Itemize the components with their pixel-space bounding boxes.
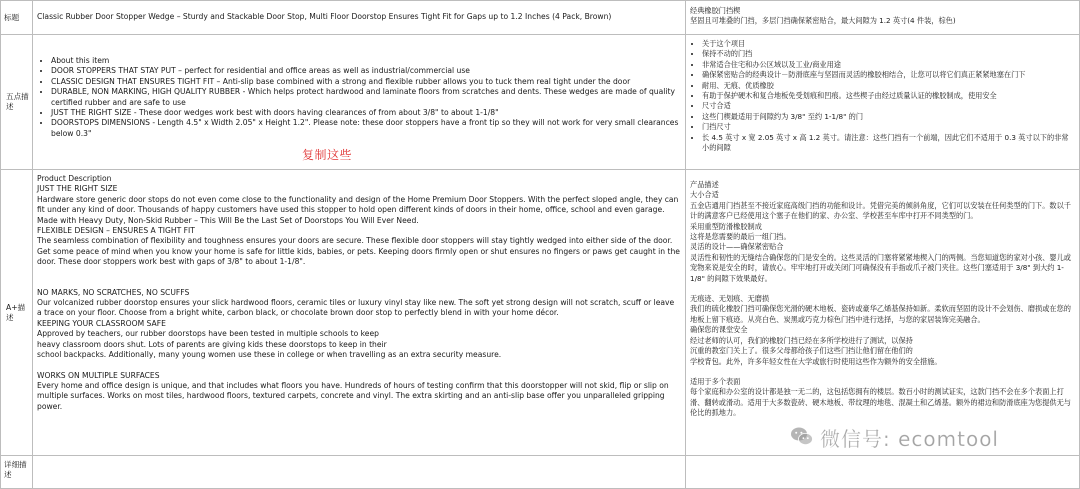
list-item: • About this item <box>51 56 681 66</box>
detail-cn-cell <box>686 456 1080 489</box>
aplus-en-cell <box>33 170 686 456</box>
aplus-en-line: school backpacks. Additionally, many young women use these in college or when travelling as an extra security measure. <box>37 350 502 360</box>
list-item: • 保持不动的门挡 <box>702 49 1075 59</box>
list-item: • 长 4.5 英寸 x 宽 2.05 英寸 x 高 1.2 英寸。请注意：这些门挡有一个前端，因此它们不适用于 0.3 英寸以下的非常小的间隙 <box>702 133 1075 154</box>
aplus-cn-heading: 大小合适 <box>690 190 719 200</box>
detail-en-cell <box>33 456 686 489</box>
title-cn-cell <box>686 0 1080 35</box>
aplus-en-heading: JUST THE RIGHT SIZE <box>37 184 118 194</box>
title-en-cell <box>33 0 686 35</box>
row-label-detail-cell <box>0 456 33 489</box>
aplus-en-heading: WORKS ON MULTIPLE SURFACES <box>37 370 160 380</box>
aplus-cn-cell <box>686 170 1080 456</box>
list-item: • 有助于保护硬木和复合地板免受划痕和凹痕。这些楔子由经过质量认证的橡胶制成，使用安全 <box>702 91 1075 101</box>
aplus-en-heading: FLEXIBLE DESIGN – ENSURES A TIGHT FIT <box>37 226 195 236</box>
list-item: • 门挡尺寸 <box>702 122 1075 132</box>
watermark-text: 微信号: ecomtool <box>820 426 999 451</box>
aplus-en-paragraph: Our volcanized rubber doorstop ensures your slick hardwood floors, ceramic tiles or luxury vinyl stay like new. The soft yet strong design will not scratch, scuff or leave a trace on your floor. Choose from a bright white, carbon black, or chocolate brown door stop to perfectly blend in with your home décor. <box>37 298 675 318</box>
list-item: • DURABLE, NON MARKING, HIGH QUALITY RUBBER - Which helps protect hardwood and laminate floors from scratches and dents. These wedges are made of quality certified rubber and are safe to use <box>51 87 681 108</box>
row-label-bullets: 五点描述 <box>6 92 29 111</box>
aplus-cn-paragraph: 每个家庭和办公室的设计都是独一无二的，这包括您拥有的楼层。数百小时的测试证实，这款门挡不会在多个表面上打滑、翻转或滑动。适用于大多数瓷砖、硬木地板、带纹理的地毯、混凝土和乙烯基。额外的裙边和防滑底座为您提供无与伦比的抓地力。 <box>690 387 1071 418</box>
bullets-en-list <box>37 56 681 139</box>
list-item: • DOORSTOPS DIMENSIONS - Length 4.5" x Width 2.05" x Height 1.2". Please note: these door stoppers have a front tip so they will not work for very small clearances below 0.3" <box>51 118 681 139</box>
aplus-en-line: heavy classroom doors shut. Lots of parents are giving kids these doorstops to keep in their <box>37 339 387 349</box>
aplus-cn-heading: 无痕迹、无划痕、无磨损 <box>690 294 770 304</box>
aplus-cn-line: 经过老师的认可，我们的橡胶门挡已经在多所学校进行了测试，以保持 <box>690 335 913 345</box>
aplus-cn-heading: 适用于多个表面 <box>690 376 741 386</box>
title-cn-line-1: 经典橡胶门挡楔 <box>690 6 741 15</box>
row-label-aplus: A+描述 <box>6 302 26 322</box>
aplus-cn-paragraph: 我们的硫化橡胶门挡可确保您光滑的硬木地板、瓷砖或豪华乙烯基保持如新。柔软而坚固的设计不会划伤、磨损或在您的地板上留下痕迹。从亮白色、炭黑或巧克力棕色门挡中进行选择，与您的家居装饰完美融合。 <box>690 304 1071 324</box>
list-item: • 确保紧密贴合的经典设计－防滑底座与坚固而灵活的橡胶相结合，让您可以将它们真正紧紧地塞在门下 <box>702 70 1075 80</box>
aplus-cn-heading: 灵活的设计——确保紧密贴合 <box>690 242 784 252</box>
bullets-cn-list <box>690 39 1075 153</box>
aplus-en-paragraph: Every home and office design is unique, and that includes what floors you have. Hundreds of hours of testing confirm that this doorstopper will not skid, flip or slip on multiple surfaces. Works on most tiles, hardwood floors, textured carpets, concrete and vinyl. The extra skirting and an anti-slip base offer you unparalleled gripping power. <box>37 380 669 411</box>
bullets-cn-cell <box>686 35 1080 170</box>
row-label-title-cell <box>0 0 33 35</box>
aplus-cn-line: 这将是您需要的最后一组门挡。 <box>690 232 791 242</box>
aplus-cn-paragraph: 灵活性和韧性的无缝结合确保您的门是安全的。这些灵活的门塞将紧紧地楔入门的两侧。当您知道您的家对小孩、婴儿或宠物来说是安全的时，请放心。牢牢地打开或关闭门可确保没有手指或爪子被门夹住。这些门塞适用于 3/8" 到大约 1-1/8" 的间隙下效果最好。 <box>690 252 1071 283</box>
list-item: • DOOR STOPPERS THAT STAY PUT – perfect for residential and office areas as well as industrial/commercial use <box>51 66 681 76</box>
row-label-detail: 详细描述 <box>4 460 27 479</box>
title-en: Classic Rubber Door Stopper Wedge – Sturdy and Stackable Door Stop, Multi Floor Doorstop Ensures Tight Fit for Gaps up to 1.2 Inches (4 Pack, Brown) <box>37 11 612 21</box>
aplus-cn-line: 产品描述 <box>690 180 719 189</box>
list-item: • JUST THE RIGHT SIZE - These door wedges work best with doors having clearances of from about 3/8" to about 1-1/8" <box>51 108 681 118</box>
copy-these-note: 复制这些 <box>302 148 353 162</box>
aplus-cn-line: 学校背包。此外，许多年轻女性在大学或旅行时使用这些作为额外的安全措施。 <box>690 356 942 366</box>
row-label-aplus-cell <box>0 170 33 456</box>
list-item: • 尺寸合适 <box>702 101 1075 111</box>
list-item: • CLASSIC DESIGN THAT ENSURES TIGHT FIT – Anti-slip base combined with a strong and flexible rubber allows you to tuck them real tight under the door <box>51 77 681 87</box>
aplus-en-line: Product Description <box>37 174 112 183</box>
aplus-cn-line: 沉重的教室门关上了。很多父母都给孩子们这些门挡让他们留在他们的 <box>690 346 913 356</box>
row-label-title: 标题 <box>4 13 20 22</box>
wechat-icon <box>790 426 814 448</box>
aplus-cn-line: 采用重型防滑橡胶制成 <box>690 221 762 231</box>
list-item: • 非常适合住宅和办公区域以及工业/商业用途 <box>702 60 1075 70</box>
aplus-en-heading: KEEPING YOUR CLASSROOM SAFE <box>37 318 166 328</box>
title-cn-line-2: 坚固且可堆叠的门挡，多层门挡确保紧密贴合，最大间隙为 1.2 英寸(4 件装，棕色) <box>690 16 956 26</box>
aplus-cn-heading: 确保您的课堂安全 <box>690 325 748 335</box>
bullets-en-cell <box>33 35 686 170</box>
aplus-en-line: Approved by teachers, our rubber doorstops have been tested in multiple schools to keep <box>37 329 379 339</box>
aplus-en-heading: NO MARKS, NO SCRATCHES, NO SCUFFS <box>37 287 190 297</box>
watermark <box>790 422 999 452</box>
aplus-en-line: Made with Heavy Duty, Non-Skid Rubber – This Will Be the Last Set of Doorstops You Will Ever Need. <box>37 215 419 225</box>
aplus-cn-paragraph: 五金店通用门挡甚至不接近家庭高级门挡的功能和设计。凭借完美的倾斜角度，它们可以安装在任何类型的门下。数以千计的满意客户已经使用这个塞子在他们的家、办公室、学校甚至车库中打开不同类型的门。 <box>690 200 1071 221</box>
list-item: • 关于这个项目 <box>702 39 1075 49</box>
row-label-bullets-cell <box>0 35 33 170</box>
list-item: • 这些门楔最适用于间隙约为 3/8" 至约 1-1/8" 的门 <box>702 112 1075 122</box>
list-item: • 耐用、无痕、优质橡胶 <box>702 81 1075 91</box>
aplus-en-paragraph: The seamless combination of flexibility and toughness ensures your doors are secure. These flexible door stoppers will stay tightly wedged into either side of the door. Get some peace of mind when you know your home is safe for little kids, babies, or pets. Keeping doors firmly open or shut ensures no fingers or paws get caught in the door. These door stoppers work best with gaps of 3/8" to about 1-1/8". <box>37 236 680 267</box>
aplus-en-paragraph: Hardware store generic door stops do not even come close to the functionality and design of the Home Premium Door Stoppers. With the perfect sloped angle, they can fit under any kind of door. Thousands of happy customers have used this stopper to hold open different kinds of doors in their home, office, school and even garage. <box>37 194 679 215</box>
